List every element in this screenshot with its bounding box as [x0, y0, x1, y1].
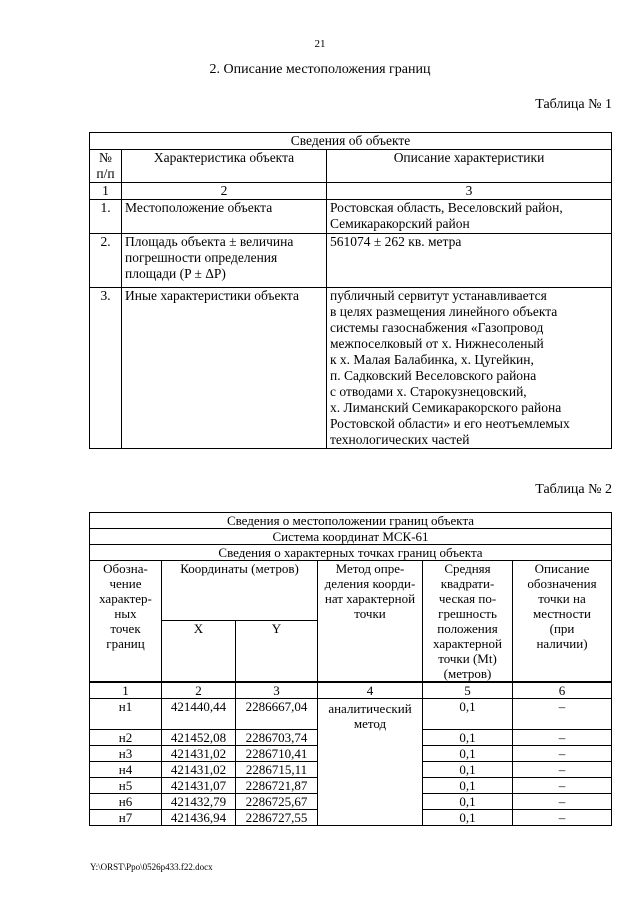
point-x: 421432,79 [162, 794, 236, 810]
row-number: 1. [90, 200, 122, 234]
point-x: 421440,44 [162, 699, 236, 730]
row-characteristic: Иные характеристики объекта [122, 288, 327, 449]
table-row [90, 234, 612, 288]
point-x: 421436,94 [162, 810, 236, 826]
table2-numbering-cell: 4 [318, 682, 423, 699]
table2-subtitle-row [90, 545, 612, 561]
section-heading: 2. Описание местоположения границ [209, 62, 431, 77]
table2-numbering-cell: 3 [236, 682, 318, 699]
point-x: 421431,07 [162, 778, 236, 794]
header-y: Y [236, 620, 318, 682]
point-designation: н2 [90, 730, 162, 746]
table1-numbering-cell: 1 [90, 183, 122, 200]
point-description: – [513, 810, 612, 826]
point-y: 2286710,41 [236, 746, 318, 762]
point-error: 0,1 [423, 699, 513, 730]
point-designation: н4 [90, 762, 162, 778]
table2-subtitle: Сведения о характерных точках границ объекта [90, 545, 612, 561]
row-description: Ростовская область, Веселовский район, Семикаракорский район [327, 200, 612, 234]
table2-title-row [90, 513, 612, 529]
table2-numbering-cell: 6 [513, 682, 612, 699]
point-designation: н6 [90, 794, 162, 810]
point-error: 0,1 [423, 762, 513, 778]
point-designation: н3 [90, 746, 162, 762]
point-designation: н5 [90, 778, 162, 794]
table-row [90, 699, 612, 730]
table2-numbering-cell: 2 [162, 682, 236, 699]
point-description: – [513, 778, 612, 794]
point-error: 0,1 [423, 778, 513, 794]
point-error: 0,1 [423, 794, 513, 810]
table1-title: Сведения об объекте [90, 133, 612, 150]
header-designation: Обозна- чение характер- ных точек границ [90, 561, 162, 683]
header-x: X [162, 620, 236, 682]
header-error: Средняя квадрати- ческая по- грешность положения характерной точки (Mt) (метров) [423, 561, 513, 683]
header-coordinates: Координаты (метров) [162, 561, 318, 621]
table2-numbering-cell: 1 [90, 682, 162, 699]
table1-numbering-row [90, 183, 612, 200]
point-x: 421431,02 [162, 746, 236, 762]
point-description: – [513, 730, 612, 746]
method-cell: аналитический метод [318, 699, 423, 826]
row-characteristic: Площадь объекта ± величина погрешности определения площади (P ± ΔP) [122, 234, 327, 288]
point-designation: н1 [90, 699, 162, 730]
table1-header-row [90, 150, 612, 183]
point-y: 2286727,55 [236, 810, 318, 826]
row-number: 3. [90, 288, 122, 449]
table-row [90, 200, 612, 234]
table2-header-row [90, 561, 612, 621]
point-description: – [513, 762, 612, 778]
point-description: – [513, 746, 612, 762]
point-description: – [513, 794, 612, 810]
coordinate-system: Система координат МСК-61 [90, 529, 612, 545]
point-y: 2286667,04 [236, 699, 318, 730]
point-error: 0,1 [423, 746, 513, 762]
table1-numbering-cell: 2 [122, 183, 327, 200]
point-y: 2286715,11 [236, 762, 318, 778]
table2-coord-system-row [90, 529, 612, 545]
point-error: 0,1 [423, 810, 513, 826]
point-y: 2286725,67 [236, 794, 318, 810]
row-number: 2. [90, 234, 122, 288]
table2-caption: Таблица № 2 [535, 482, 612, 497]
table1-caption: Таблица № 1 [535, 97, 612, 112]
boundary-points-table [89, 512, 612, 826]
header-method: Метод опре- деления коорди- нат характерной точки [318, 561, 423, 683]
table2-numbering-cell: 5 [423, 682, 513, 699]
point-x: 421452,08 [162, 730, 236, 746]
table1-title-row [90, 133, 612, 150]
point-error: 0,1 [423, 730, 513, 746]
object-info-table [89, 132, 612, 449]
file-path-footer: Y:\ORST\Ppo\0526p433.f22.docx [90, 862, 213, 872]
table2-title: Сведения о местоположении границ объекта [90, 513, 612, 529]
table1-numbering-cell: 3 [327, 183, 612, 200]
header-description: Описание обозначения точки на местности (при наличии) [513, 561, 612, 683]
table1-header-num: № п/п [90, 150, 122, 183]
table1-header-description: Описание характеристики [327, 150, 612, 183]
row-characteristic: Местоположение объекта [122, 200, 327, 234]
table1-header-characteristic: Характеристика объекта [122, 150, 327, 183]
point-y: 2286703,74 [236, 730, 318, 746]
point-x: 421431,02 [162, 762, 236, 778]
row-description: 561074 ± 262 кв. метра [327, 234, 612, 288]
row-description: публичный сервитут устанавливается в целях размещения линейного объекта системы газоснабжения «Газопровод межпоселковый от х. Нижнесоленый к х. Малая Балабинка, х. Цугейкин, п. Садковский Веселовского района с отводами х. Старокузнецовский, х. Лиманский Семикаракорского района Ростовской области» и его неотъемлемых технологических частей [327, 288, 612, 449]
table2-numbering-row [90, 682, 612, 699]
table-row [90, 288, 612, 449]
page-number: 21 [314, 38, 326, 50]
point-designation: н7 [90, 810, 162, 826]
point-description: – [513, 699, 612, 730]
point-y: 2286721,87 [236, 778, 318, 794]
